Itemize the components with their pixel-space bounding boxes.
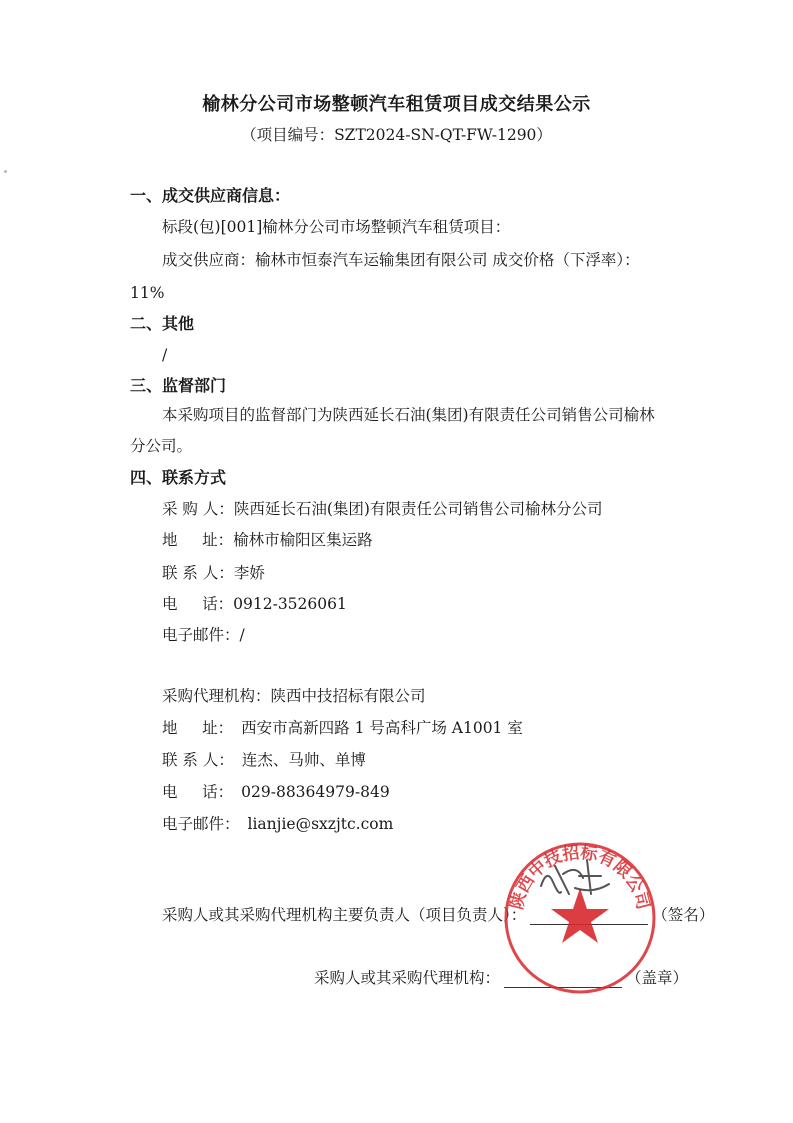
section-2-heading: 二、其他 xyxy=(130,314,195,333)
purchaser-label: 采 购 人： xyxy=(162,500,234,518)
sign-hint: （签名） xyxy=(652,906,715,924)
purchaser-address: 榆林市榆阳区集运路 xyxy=(233,531,373,549)
agency-label: 采购代理机构： xyxy=(162,687,271,705)
agency-contact: 连杰、马帅、单博 xyxy=(241,751,366,769)
agency-contact-label: 联 系 人： xyxy=(162,751,234,769)
scan-speck xyxy=(4,170,7,173)
purchaser-address-row xyxy=(162,530,373,550)
lot-line: 标段(包)[001]榆林分公司市场整顿汽车租赁项目： xyxy=(162,218,511,236)
agency-email-label: 电子邮件： xyxy=(162,815,240,833)
purchaser-contact: 李娇 xyxy=(233,564,265,582)
stamp-text: 陕西中技招标有限公司 xyxy=(507,842,653,912)
purchaser-email-label: 电子邮件： xyxy=(162,626,240,644)
purchaser-phone-label: 电 话： xyxy=(162,595,234,613)
agency-phone: 029-88364979-849 xyxy=(241,783,390,801)
purchaser-email-row xyxy=(162,625,245,645)
purchaser-contact-row xyxy=(162,563,265,583)
section-4-heading: 四、联系方式 xyxy=(130,468,227,487)
purchaser-row xyxy=(162,499,602,519)
section-2-content: / xyxy=(162,346,168,364)
agency-seal-label: 采购人或其采购代理机构： xyxy=(314,969,501,987)
document-title: 榆林分公司市场整顿汽车租赁项目成交结果公示 xyxy=(202,94,591,115)
project-number: （项目编号：SZT2024-SN-QT-FW-1290） xyxy=(241,126,552,144)
agency-email-row xyxy=(162,814,393,834)
seal-hint: （盖章） xyxy=(626,969,689,987)
agency-name: 陕西中技招标有限公司 xyxy=(270,687,426,705)
supplier-line: 成交供应商：榆林市恒泰汽车运输集团有限公司 成交价格（下浮率）： xyxy=(162,251,640,269)
agency-phone-label: 电 话： xyxy=(162,783,234,801)
agency-address: 西安市高新四路 1 号高科广场 A1001 室 xyxy=(241,719,523,737)
purchaser-name: 陕西延长石油(集团)有限责任公司销售公司榆林分公司 xyxy=(233,500,603,518)
purchaser-email: / xyxy=(239,626,245,644)
agency-phone-row xyxy=(162,782,390,802)
purchaser-contact-label: 联 系 人： xyxy=(162,564,234,582)
section-3-heading: 三、监督部门 xyxy=(130,376,227,395)
responsible-label: 采购人或其采购代理机构主要负责人（项目负责人）： xyxy=(162,906,527,924)
stamp-star-icon xyxy=(551,888,609,943)
section-1-heading: 一、成交供应商信息： xyxy=(130,186,291,205)
agency-email: lianjie@sxzjtc.com xyxy=(247,815,394,833)
purchaser-address-label: 地 址： xyxy=(162,531,234,549)
purchaser-phone-row xyxy=(162,594,347,614)
agency-address-row xyxy=(162,718,523,738)
purchaser-phone: 0912-3526061 xyxy=(233,595,347,613)
section-3-content-line1: 本采购项目的监督部门为陕西延长石油(集团)有限责任公司销售公司榆林 xyxy=(162,406,655,424)
price-value: 11% xyxy=(130,284,165,302)
company-stamp xyxy=(503,826,657,1004)
section-3-content-line2: 分公司。 xyxy=(130,437,193,455)
agency-contact-row xyxy=(162,750,366,770)
agency-row xyxy=(162,686,426,706)
agency-address-label: 地 址： xyxy=(162,719,234,737)
